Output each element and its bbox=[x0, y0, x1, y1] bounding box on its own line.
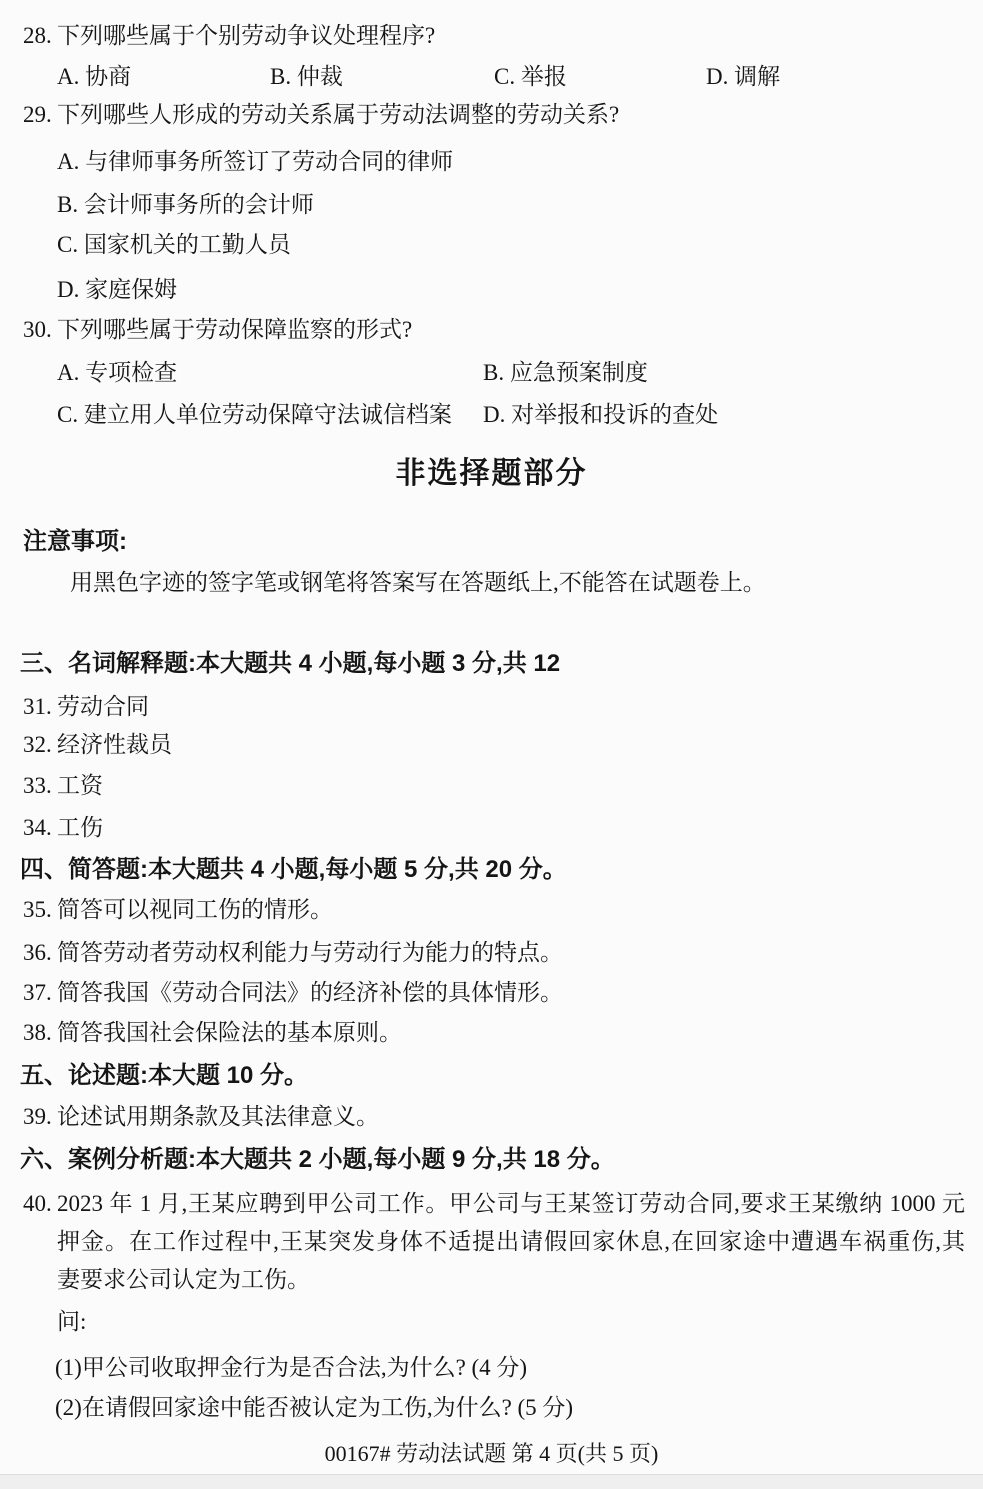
item-32-number: 32. bbox=[23, 732, 52, 757]
item-31 bbox=[23, 693, 149, 721]
page-bottom-edge bbox=[0, 1474, 983, 1489]
item-38 bbox=[23, 1019, 402, 1047]
item-35 bbox=[23, 896, 333, 924]
q29-option-c: C. 国家机关的工勤人员 bbox=[57, 232, 291, 257]
item-34 bbox=[23, 814, 103, 842]
q28-option-a: A. 协商 bbox=[57, 64, 132, 89]
item-37-number: 37. bbox=[23, 980, 52, 1005]
q28-option-c: C. 举报 bbox=[494, 64, 567, 89]
item-33 bbox=[23, 772, 103, 800]
item-32-text: 经济性裁员 bbox=[57, 732, 172, 757]
question-28 bbox=[23, 22, 435, 50]
item-39-number: 39. bbox=[23, 1104, 52, 1129]
part3-heading: 三、名词解释题:本大题共 4 小题,每小题 3 分,共 12 bbox=[20, 650, 561, 677]
q29-option-a: A. 与律师事务所签订了劳动合同的律师 bbox=[57, 149, 454, 174]
q30-option-d: D. 对举报和投诉的查处 bbox=[483, 402, 719, 427]
question-29-text: 下列哪些人形成的劳动关系属于劳动法调整的劳动关系? bbox=[57, 102, 620, 127]
question-40-number: 40. bbox=[23, 1191, 52, 1216]
item-35-number: 35. bbox=[23, 897, 52, 922]
notice-text: 用黑色字迹的签字笔或钢笔将答案写在答题纸上,不能答在试题卷上。 bbox=[70, 570, 766, 595]
part5-heading: 五、论述题:本大题 10 分。 bbox=[20, 1062, 309, 1089]
item-39-text: 论述试用期条款及其法律意义。 bbox=[57, 1104, 379, 1129]
part6-heading: 六、案例分析题:本大题共 2 小题,每小题 9 分,共 18 分。 bbox=[20, 1146, 615, 1173]
item-38-number: 38. bbox=[23, 1020, 52, 1045]
question-40-line2: 押金。在工作过程中,王某突发身体不适提出请假回家休息,在回家途中遭遇车祸重伤,其 bbox=[57, 1229, 965, 1254]
item-31-number: 31. bbox=[23, 694, 52, 719]
question-40-line1-text: 2023 年 1 月,王某应聘到甲公司工作。甲公司与王某签订劳动合同,要求王某缴纳 1000 元 bbox=[57, 1191, 965, 1216]
question-28-text: 下列哪些属于个别劳动争议处理程序? bbox=[57, 23, 436, 48]
item-33-number: 33. bbox=[23, 773, 52, 798]
question-29-number: 29. bbox=[23, 102, 52, 127]
section-title: 非选择题部分 bbox=[395, 457, 588, 490]
item-35-text: 简答可以视同工伤的情形。 bbox=[57, 897, 333, 922]
question-29 bbox=[23, 101, 619, 129]
q30-option-b: B. 应急预案制度 bbox=[483, 360, 648, 385]
item-38-text: 简答我国社会保险法的基本原则。 bbox=[57, 1020, 402, 1045]
item-34-text: 工伤 bbox=[57, 815, 103, 840]
item-37-text: 简答我国《劳动合同法》的经济补偿的具体情形。 bbox=[57, 980, 563, 1005]
question-40-sub1: (1)甲公司收取押金行为是否合法,为什么? (4 分) bbox=[55, 1355, 528, 1380]
q29-option-d: D. 家庭保姆 bbox=[57, 277, 178, 302]
item-36-number: 36. bbox=[23, 940, 52, 965]
item-37 bbox=[23, 979, 563, 1007]
q28-option-b: B. 仲裁 bbox=[270, 64, 343, 89]
question-40-sub2: (2)在请假回家途中能否被认定为工伤,为什么? (5 分) bbox=[55, 1395, 574, 1420]
question-40-line3: 妻要求公司认定为工伤。 bbox=[57, 1267, 310, 1292]
item-34-number: 34. bbox=[23, 815, 52, 840]
page-footer: 00167# 劳动法试题 第 4 页(共 5 页) bbox=[324, 1441, 659, 1466]
item-31-text: 劳动合同 bbox=[57, 694, 149, 719]
q29-option-b: B. 会计师事务所的会计师 bbox=[57, 192, 314, 217]
question-30-number: 30. bbox=[23, 317, 52, 342]
item-33-text: 工资 bbox=[57, 773, 103, 798]
question-30-text: 下列哪些属于劳动保障监察的形式? bbox=[57, 317, 413, 342]
question-28-number: 28. bbox=[23, 23, 52, 48]
q28-option-d: D. 调解 bbox=[706, 64, 781, 89]
q30-option-c: C. 建立用人单位劳动保障守法诚信档案 bbox=[57, 402, 452, 427]
item-39 bbox=[23, 1103, 379, 1131]
item-32 bbox=[23, 731, 172, 759]
part4-heading: 四、简答题:本大题共 4 小题,每小题 5 分,共 20 分。 bbox=[20, 856, 567, 883]
question-40-ask: 问: bbox=[57, 1309, 87, 1334]
question-40-line1 bbox=[23, 1190, 965, 1222]
item-36-text: 简答劳动者劳动权利能力与劳动行为能力的特点。 bbox=[57, 940, 563, 965]
q30-option-a: A. 专项检查 bbox=[57, 360, 178, 385]
notice-label: 注意事项: bbox=[23, 528, 127, 555]
item-36 bbox=[23, 939, 563, 967]
question-30 bbox=[23, 316, 412, 344]
